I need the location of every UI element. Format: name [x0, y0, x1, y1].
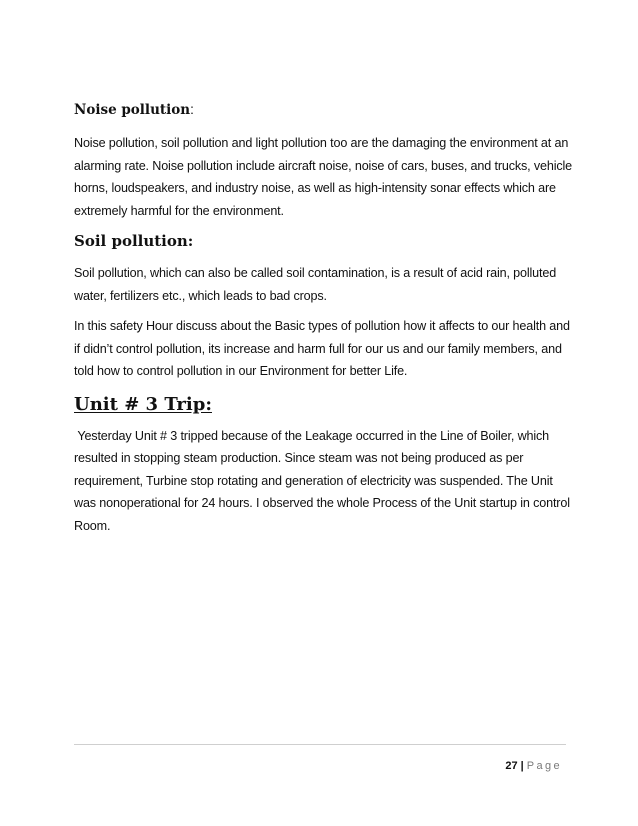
heading-noise-colon: :	[190, 102, 194, 117]
page-number: 27	[505, 760, 518, 772]
heading-unit-trip: Unit # 3 Trip:	[74, 393, 212, 415]
paragraph-noise-pollution: Noise pollution, soil pollution and light pollution too are the damaging the environment at an alarming rate. Noise pollution include aircraft noise, noise of cars, buses, and trucks, vehicle horns, loudspeakers, and industry noise, as well as high-intensity sonar effects which are extremely harmful for the environment.	[74, 136, 573, 218]
paragraph-unit-trip: Yesterday Unit # 3 tripped because of the Leakage occurred in the Line of Boiler, which resulted in stopping steam production. Since steam was not being produced as per requirement, Turbine stop rotating and generation of electricity was suspended. The Unit was nonoperational for 24 hours. I observed the whole Process of the Unit startup in control Room.	[74, 428, 574, 533]
page-word: Page	[526, 760, 562, 772]
heading-noise-text: Noise pollution	[74, 102, 191, 118]
heading-soil-pollution: Soil pollution:	[74, 232, 194, 250]
paragraph-soil-pollution: Soil pollution, which can also be called soil contamination, is a result of acid rain, polluted water, fertilizers etc., which leads to bad crops.	[74, 266, 557, 303]
page-content	[74, 100, 574, 545]
footer-divider	[74, 744, 566, 745]
heading-noise-pollution	[74, 100, 574, 120]
page-separator: |	[520, 760, 524, 772]
paragraph-safety-hour: In this safety Hour discuss about the Basic types of pollution how it affects to our health and if didn’t control pollution, its increase and harm full for our us and our family members, and told how to control pollution in our Environment for better Life.	[74, 319, 570, 378]
page-number-footer	[505, 759, 562, 773]
